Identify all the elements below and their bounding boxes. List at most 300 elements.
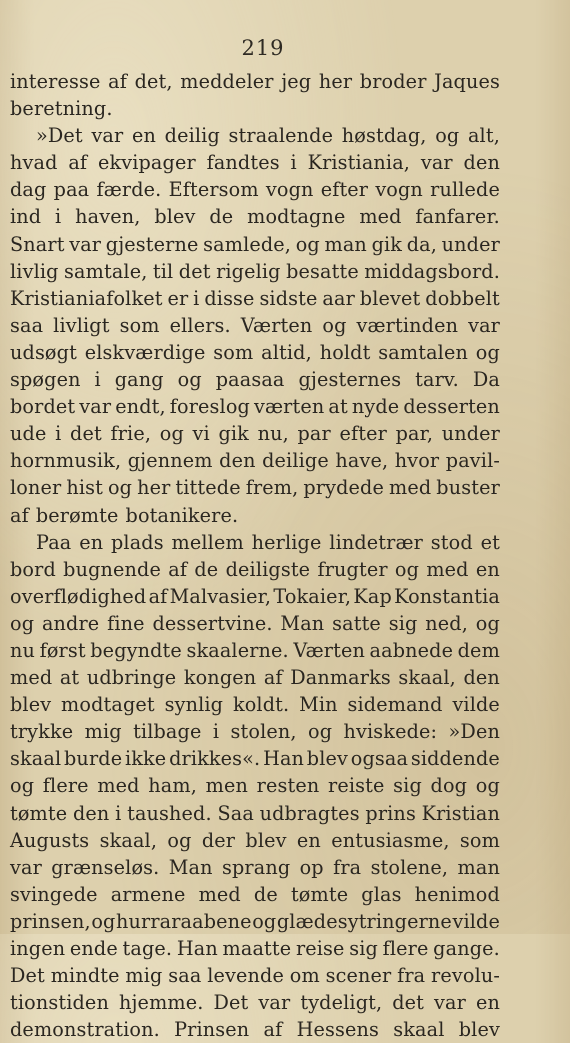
- word: med: [388, 476, 432, 500]
- word: skaal,: [398, 666, 456, 690]
- text-line: [10, 745, 500, 772]
- word: det: [178, 259, 211, 283]
- word: svingede: [10, 882, 98, 906]
- word: skaal: [10, 747, 62, 771]
- word: man: [457, 855, 500, 879]
- word: nu: [10, 638, 36, 662]
- word: endt,: [115, 395, 166, 419]
- word: aabnede: [369, 638, 454, 662]
- word: tømte: [290, 882, 349, 906]
- word: samlede,: [203, 232, 292, 256]
- word: saa: [10, 313, 44, 337]
- word: og: [91, 909, 116, 933]
- word: og: [167, 828, 192, 852]
- word: herlige: [251, 530, 322, 554]
- text-line: [10, 122, 500, 149]
- word: ham,: [148, 774, 197, 798]
- text-line: [10, 420, 500, 447]
- word: Jaques: [434, 70, 500, 93]
- word: som: [119, 313, 160, 337]
- word: Man: [280, 611, 325, 635]
- text-line: [10, 68, 500, 95]
- word: med: [10, 666, 53, 690]
- word: henimod: [414, 882, 500, 906]
- word: deiligste: [225, 557, 311, 581]
- word: her: [137, 476, 171, 500]
- word: med: [198, 882, 241, 906]
- word: modtagne: [247, 205, 346, 229]
- word: deilige: [262, 449, 329, 473]
- text-line: [10, 312, 500, 339]
- word: burde: [64, 747, 123, 771]
- word: var: [69, 232, 102, 256]
- text-line: [10, 691, 500, 718]
- word: Han: [176, 937, 218, 960]
- word: fine: [107, 611, 145, 635]
- word: ind: [10, 205, 42, 229]
- word: og: [308, 720, 333, 744]
- word: og: [435, 124, 460, 148]
- word: straalende: [228, 124, 334, 148]
- word: andre: [41, 611, 100, 635]
- word: men: [205, 774, 248, 798]
- word: kongen: [183, 666, 257, 690]
- text-line: [10, 285, 500, 312]
- word: Saa: [217, 801, 254, 825]
- word: mig: [125, 964, 163, 988]
- word: var: [468, 313, 500, 337]
- word: flere: [382, 937, 429, 960]
- word: fanfarer.: [415, 205, 500, 229]
- word: Hessens: [296, 1018, 380, 1042]
- word: blev: [245, 828, 287, 852]
- word: blev: [10, 693, 52, 717]
- word: som: [213, 340, 254, 364]
- word: prydede: [303, 476, 384, 500]
- word: par: [297, 422, 331, 446]
- word: mellem: [171, 530, 244, 554]
- word: og: [475, 611, 500, 635]
- word: nu,: [257, 422, 289, 446]
- word: en: [475, 557, 500, 581]
- word: gjennem: [127, 449, 213, 473]
- body-text: [10, 68, 500, 1043]
- word: deilig: [164, 124, 220, 148]
- word: stod: [430, 530, 473, 554]
- word: de: [253, 882, 278, 906]
- word: Kristiania,: [307, 151, 411, 175]
- word: overflødighed: [10, 584, 147, 608]
- word: var: [10, 855, 42, 879]
- word: elskværdige: [84, 340, 206, 364]
- word: glædesytringerne: [276, 909, 452, 933]
- word: loner: [10, 476, 62, 500]
- word: de: [194, 557, 219, 581]
- word: ekvipager: [97, 151, 196, 175]
- text-line: [10, 231, 500, 258]
- word: den: [72, 801, 110, 825]
- word: trykke: [10, 720, 74, 744]
- word: buster: [436, 476, 500, 500]
- word: reise: [295, 937, 345, 960]
- word: Danmarks: [290, 666, 391, 690]
- word: en: [296, 828, 321, 852]
- word: siddende: [410, 747, 500, 771]
- word: og: [322, 313, 347, 337]
- word: var: [258, 991, 291, 1015]
- word: en: [475, 991, 500, 1015]
- word: værtinden: [356, 313, 459, 337]
- word: vilde: [452, 909, 500, 933]
- word: dessertvine.: [152, 611, 273, 635]
- word: og: [177, 368, 202, 392]
- word: et: [480, 530, 500, 554]
- word: Kap: [353, 584, 392, 608]
- word: Kristian: [421, 801, 500, 825]
- word: »Det: [36, 124, 83, 148]
- word: entusiasme,: [331, 828, 450, 852]
- word: det: [392, 991, 425, 1015]
- text-line: [10, 203, 500, 230]
- word: Eftersom: [168, 178, 259, 202]
- word: taushed.: [127, 801, 212, 825]
- word: af: [148, 584, 168, 608]
- word: udbragtes: [259, 801, 360, 825]
- word: hist: [66, 476, 103, 500]
- text-line: [10, 1016, 500, 1043]
- text-line: [10, 962, 500, 989]
- text-line: [10, 176, 500, 203]
- word: af: [168, 557, 188, 581]
- word: bugnende: [63, 557, 161, 581]
- word: dem: [457, 638, 500, 662]
- text-line: [10, 366, 500, 393]
- word: par,: [395, 422, 434, 446]
- word: og: [10, 774, 35, 798]
- word: frem,: [245, 476, 299, 500]
- text-line: [10, 339, 500, 366]
- word: om: [289, 964, 320, 988]
- word: den: [219, 449, 256, 473]
- text-line: [10, 393, 500, 420]
- text-line: [10, 447, 500, 474]
- word: satte: [332, 611, 381, 635]
- page-number: 219: [241, 36, 285, 60]
- word: vogn: [265, 178, 314, 202]
- word: hvor: [394, 449, 440, 473]
- word: Tokaier,: [273, 584, 352, 608]
- word: demonstration.: [10, 1018, 160, 1042]
- text-line: [10, 908, 500, 935]
- word: livligt: [53, 313, 110, 337]
- word: samtale,: [64, 259, 148, 283]
- word: vogn: [375, 178, 423, 202]
- word: rullede: [430, 178, 500, 202]
- word: ude: [10, 422, 47, 446]
- word: op: [299, 855, 324, 879]
- word: blev: [306, 747, 349, 771]
- word: nyde: [351, 395, 400, 419]
- word: efter: [339, 422, 387, 446]
- word: sidemand: [347, 693, 443, 717]
- word: sig: [393, 774, 422, 798]
- word: ogsaa: [350, 747, 409, 771]
- word: desserten: [403, 395, 500, 419]
- text-line: [10, 583, 500, 610]
- word: efter: [320, 178, 369, 202]
- text-line: [10, 935, 500, 962]
- word: disse: [204, 286, 255, 310]
- word: berømte: [35, 503, 119, 527]
- word: gang: [114, 368, 164, 392]
- text-line: [10, 474, 500, 501]
- word: af: [10, 503, 29, 527]
- word: Min: [299, 693, 338, 717]
- word: sig: [388, 611, 418, 635]
- word: skaal,: [99, 828, 158, 852]
- word: botanikere.: [125, 503, 239, 527]
- word: tilbage: [133, 720, 202, 744]
- word: besatte: [286, 259, 359, 283]
- word: Malvasier,: [169, 584, 272, 608]
- word: stolen,: [230, 720, 297, 744]
- word: armene: [110, 882, 186, 906]
- word: Det: [10, 964, 45, 988]
- word: med: [426, 557, 469, 581]
- text-line: [10, 989, 500, 1016]
- word: til: [152, 259, 174, 283]
- word: broder: [359, 70, 427, 93]
- word: Kristianiafolket: [10, 286, 163, 310]
- word: bordet: [10, 395, 76, 419]
- word: aar: [322, 286, 355, 310]
- word: levende: [207, 964, 284, 988]
- text-line: [10, 881, 500, 908]
- word: de: [209, 205, 234, 229]
- word: grænseløs.: [51, 855, 160, 879]
- word: her: [318, 70, 353, 93]
- word: i: [212, 720, 220, 744]
- word: livlig: [10, 259, 59, 283]
- word: dag: [10, 178, 47, 202]
- word: revolu-: [431, 964, 500, 988]
- word: fra: [333, 855, 362, 879]
- word: resten: [256, 774, 320, 798]
- word: i: [115, 801, 122, 825]
- word: maatte: [222, 937, 292, 960]
- word: i: [55, 205, 62, 229]
- word: ingen: [10, 937, 66, 960]
- word: begyndte: [90, 638, 182, 662]
- word: mig: [84, 720, 122, 744]
- word: hornmusik,: [10, 449, 122, 473]
- word: og: [10, 611, 35, 635]
- word: høstdag,: [341, 124, 427, 148]
- word: man: [324, 232, 367, 256]
- text-line: [10, 637, 500, 664]
- word: prinsen,: [10, 909, 91, 933]
- word: samtalen: [378, 340, 468, 364]
- text-line: [10, 610, 500, 637]
- word: den: [463, 151, 500, 175]
- word: tittede: [175, 476, 241, 500]
- word: det,: [134, 70, 173, 93]
- word: paasaa: [215, 368, 285, 392]
- word: haven,: [75, 205, 141, 229]
- word: tionstiden: [10, 991, 109, 1015]
- word: af: [108, 70, 127, 93]
- word: sprang: [221, 855, 291, 879]
- text-line: [10, 556, 500, 583]
- word: Værten: [293, 638, 365, 662]
- word: mindte: [50, 964, 120, 988]
- word: tage.: [122, 937, 173, 960]
- word: er: [167, 286, 189, 310]
- word: beretning.: [10, 97, 113, 121]
- word: gjesternes: [298, 368, 402, 392]
- word: frugter: [317, 557, 388, 581]
- word: meddeler: [180, 70, 274, 93]
- word: i: [290, 151, 297, 175]
- word: under: [441, 422, 500, 446]
- word: dobbelt: [425, 286, 500, 310]
- text-line: [10, 664, 500, 691]
- word: og: [107, 476, 133, 500]
- word: af: [263, 1018, 283, 1042]
- word: og: [475, 340, 500, 364]
- word: Værten: [240, 313, 313, 337]
- word: først: [39, 638, 86, 662]
- word: frie,: [110, 422, 152, 446]
- text-line: [10, 718, 500, 745]
- word: fandtes: [206, 151, 280, 175]
- text-line: [10, 149, 500, 176]
- word: blev: [458, 1018, 500, 1042]
- word: flere: [42, 774, 89, 798]
- word: og: [475, 774, 500, 798]
- word: af: [68, 151, 88, 175]
- word: med: [359, 205, 402, 229]
- word: færde.: [96, 178, 162, 202]
- word: scener: [325, 964, 392, 988]
- word: ende: [69, 937, 118, 960]
- word: Han: [263, 747, 305, 771]
- word: Prinsen: [174, 1018, 250, 1042]
- word: vilde: [452, 693, 500, 717]
- word: altid,: [261, 340, 312, 364]
- word: Det: [213, 991, 249, 1015]
- text-line: [10, 854, 500, 881]
- word: rigelig: [216, 259, 281, 283]
- word: der: [201, 828, 236, 852]
- word: ellers.: [169, 313, 231, 337]
- word: bord: [10, 557, 56, 581]
- word: gjesterne: [105, 232, 199, 256]
- word: lindetrær: [329, 530, 423, 554]
- word: i: [94, 368, 101, 392]
- word: tydeligt,: [300, 991, 383, 1015]
- word: have,: [335, 449, 389, 473]
- word: af: [263, 666, 283, 690]
- word: Snart: [10, 232, 65, 256]
- word: spøgen: [10, 368, 81, 392]
- word: plads: [111, 530, 164, 554]
- word: fra: [397, 964, 426, 988]
- word: alt,: [467, 124, 500, 148]
- word: sidste: [259, 286, 318, 310]
- word: synlig: [164, 693, 224, 717]
- word: skaalerne.: [186, 638, 289, 662]
- word: hurraraabene: [115, 909, 252, 933]
- word: Da: [472, 368, 500, 392]
- word: med: [97, 774, 140, 798]
- word: da,: [406, 232, 437, 256]
- word: og: [252, 909, 277, 933]
- word: Paa: [36, 530, 72, 554]
- word: var: [91, 124, 124, 148]
- word: hjemme.: [118, 991, 204, 1015]
- text-line: [10, 502, 500, 529]
- word: blev: [154, 205, 196, 229]
- word: udbringe: [86, 666, 177, 690]
- word: at: [59, 666, 80, 690]
- word: paa: [53, 178, 90, 202]
- word: dog: [430, 774, 468, 798]
- word: Konstantia: [394, 584, 500, 608]
- word: udsøgt: [10, 340, 77, 364]
- word: jeg: [281, 70, 312, 93]
- word: reiste: [328, 774, 385, 798]
- word: gange.: [433, 937, 500, 960]
- word: modtaget: [61, 693, 155, 717]
- word: Man: [168, 855, 213, 879]
- word: værten: [254, 395, 325, 419]
- word: det: [70, 422, 102, 446]
- word: gik: [218, 422, 249, 446]
- word: pavil-: [445, 449, 500, 473]
- word: tarv.: [415, 368, 459, 392]
- word: saa: [168, 964, 202, 988]
- word: holdt: [319, 340, 371, 364]
- word: vi: [192, 422, 210, 446]
- word: hviskede:: [343, 720, 438, 744]
- word: stolene,: [370, 855, 449, 879]
- word: var: [420, 151, 453, 175]
- word: foreslog: [169, 395, 250, 419]
- word: en: [131, 124, 156, 148]
- text-line: [10, 772, 500, 799]
- text-line: [10, 800, 500, 827]
- text-line: [10, 95, 500, 122]
- word: sig: [349, 937, 378, 960]
- word: prins: [365, 801, 416, 825]
- text-line: [10, 529, 500, 556]
- word: »Den: [448, 720, 500, 744]
- word: i: [193, 286, 200, 310]
- word: Augusts: [10, 828, 90, 852]
- text-line: [10, 827, 500, 854]
- word: glas: [361, 882, 402, 906]
- word: en: [79, 530, 104, 554]
- word: drikkes«.: [169, 747, 261, 771]
- word: var: [79, 395, 112, 419]
- text-line: [10, 258, 500, 285]
- word: koldt.: [232, 693, 290, 717]
- word: blevet: [359, 286, 421, 310]
- word: som: [459, 828, 500, 852]
- word: og: [394, 557, 420, 581]
- word: ikke: [124, 747, 167, 771]
